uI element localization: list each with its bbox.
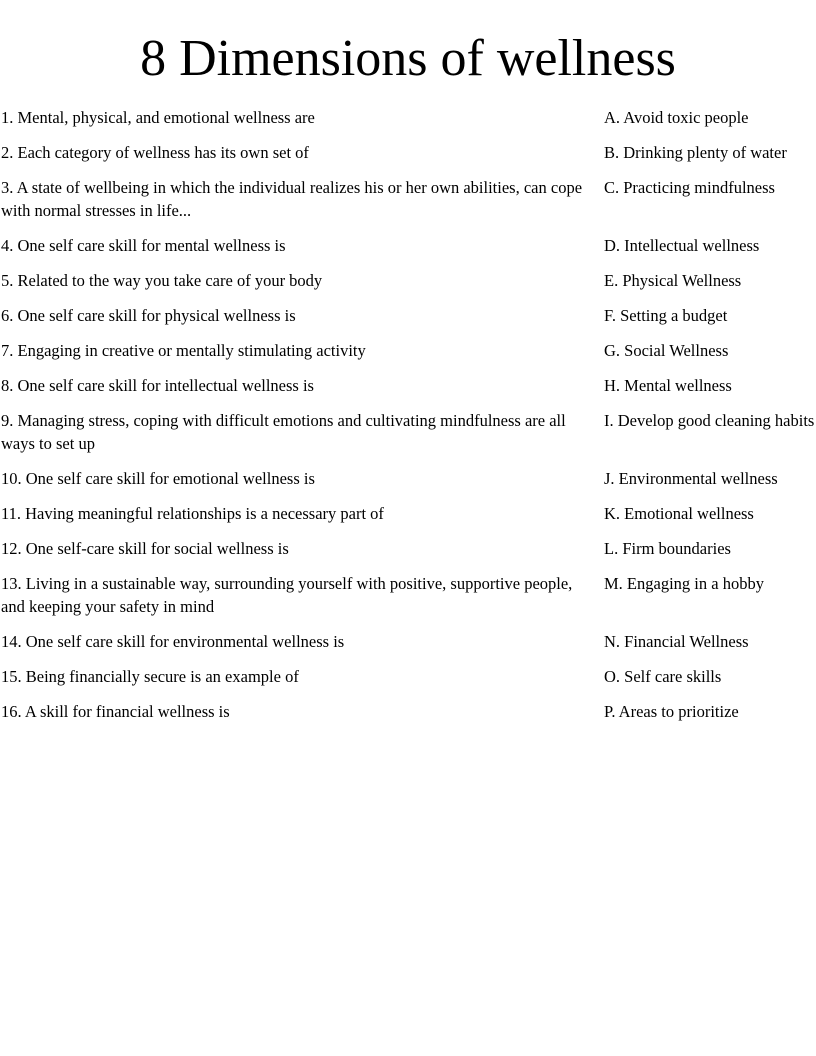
prompt-item-6: 6. One self care skill for physical wellness is: [1, 306, 296, 325]
match-row: [0, 467, 816, 490]
prompt-item-2: 2. Each category of wellness has its own set of: [1, 143, 309, 162]
prompt-item-11: 11. Having meaningful relationships is a necessary part of: [1, 504, 384, 523]
answer-choice-l: L. Firm boundaries: [604, 539, 731, 558]
match-row: [0, 409, 816, 455]
answer-choice-d: D. Intellectual wellness: [604, 236, 760, 255]
answer-choice-e: E. Physical Wellness: [604, 271, 742, 290]
match-row: [0, 502, 816, 525]
match-row: [0, 141, 816, 164]
prompt-item-8: 8. One self care skill for intellectual wellness is: [1, 376, 314, 395]
match-row: [0, 339, 816, 362]
prompt-item-1: 1. Mental, physical, and emotional wellness are: [1, 108, 315, 127]
match-row: [0, 537, 816, 560]
match-row: [0, 176, 816, 222]
answer-choice-j: J. Environmental wellness: [604, 469, 778, 488]
answer-choice-a: A. Avoid toxic people: [604, 108, 749, 127]
page-title: 8 Dimensions of wellness: [140, 30, 676, 87]
answer-choice-g: G. Social Wellness: [604, 341, 729, 360]
match-row: [0, 572, 816, 618]
match-row: [0, 374, 816, 397]
answer-choice-c: C. Practicing mindfulness: [604, 178, 775, 197]
match-row: [0, 269, 816, 292]
prompt-item-4: 4. One self care skill for mental wellness is: [1, 236, 286, 255]
matching-list: [0, 106, 816, 723]
answer-choice-m: M. Engaging in a hobby: [604, 574, 764, 593]
match-row: [0, 304, 816, 327]
match-row: [0, 106, 816, 129]
prompt-item-5: 5. Related to the way you take care of your body: [1, 271, 323, 290]
match-row: [0, 630, 816, 653]
answer-choice-k: K. Emotional wellness: [604, 504, 754, 523]
answer-choice-n: N. Financial Wellness: [604, 632, 749, 651]
answer-choice-f: F. Setting a budget: [604, 306, 728, 325]
prompt-item-14: 14. One self care skill for environmental wellness is: [1, 632, 345, 651]
prompt-item-16: 16. A skill for financial wellness is: [1, 702, 230, 721]
prompt-item-7: 7. Engaging in creative or mentally stimulating activity: [1, 341, 366, 360]
match-row: [0, 700, 816, 723]
prompt-item-15: 15. Being financially secure is an example of: [1, 667, 299, 686]
prompt-item-3: 3. A state of wellbeing in which the individual realizes his or her own abilities, can cope with normal stresses in life...: [1, 178, 583, 220]
match-row: [0, 234, 816, 257]
prompt-item-9: 9. Managing stress, coping with difficult emotions and cultivating mindfulness are all ways to set up: [1, 411, 566, 453]
answer-choice-p: P. Areas to prioritize: [604, 702, 739, 721]
answer-choice-h: H. Mental wellness: [604, 376, 732, 395]
answer-choice-b: B. Drinking plenty of water: [604, 143, 787, 162]
prompt-item-13: 13. Living in a sustainable way, surrounding yourself with positive, supportive people, and keeping your safety in mind: [1, 574, 573, 616]
answer-choice-o: O. Self care skills: [604, 667, 722, 686]
match-row: [0, 665, 816, 688]
prompt-item-10: 10. One self care skill for emotional wellness is: [1, 469, 315, 488]
answer-choice-i: I. Develop good cleaning habits: [604, 411, 815, 430]
prompt-item-12: 12. One self-care skill for social wellness is: [1, 539, 289, 558]
